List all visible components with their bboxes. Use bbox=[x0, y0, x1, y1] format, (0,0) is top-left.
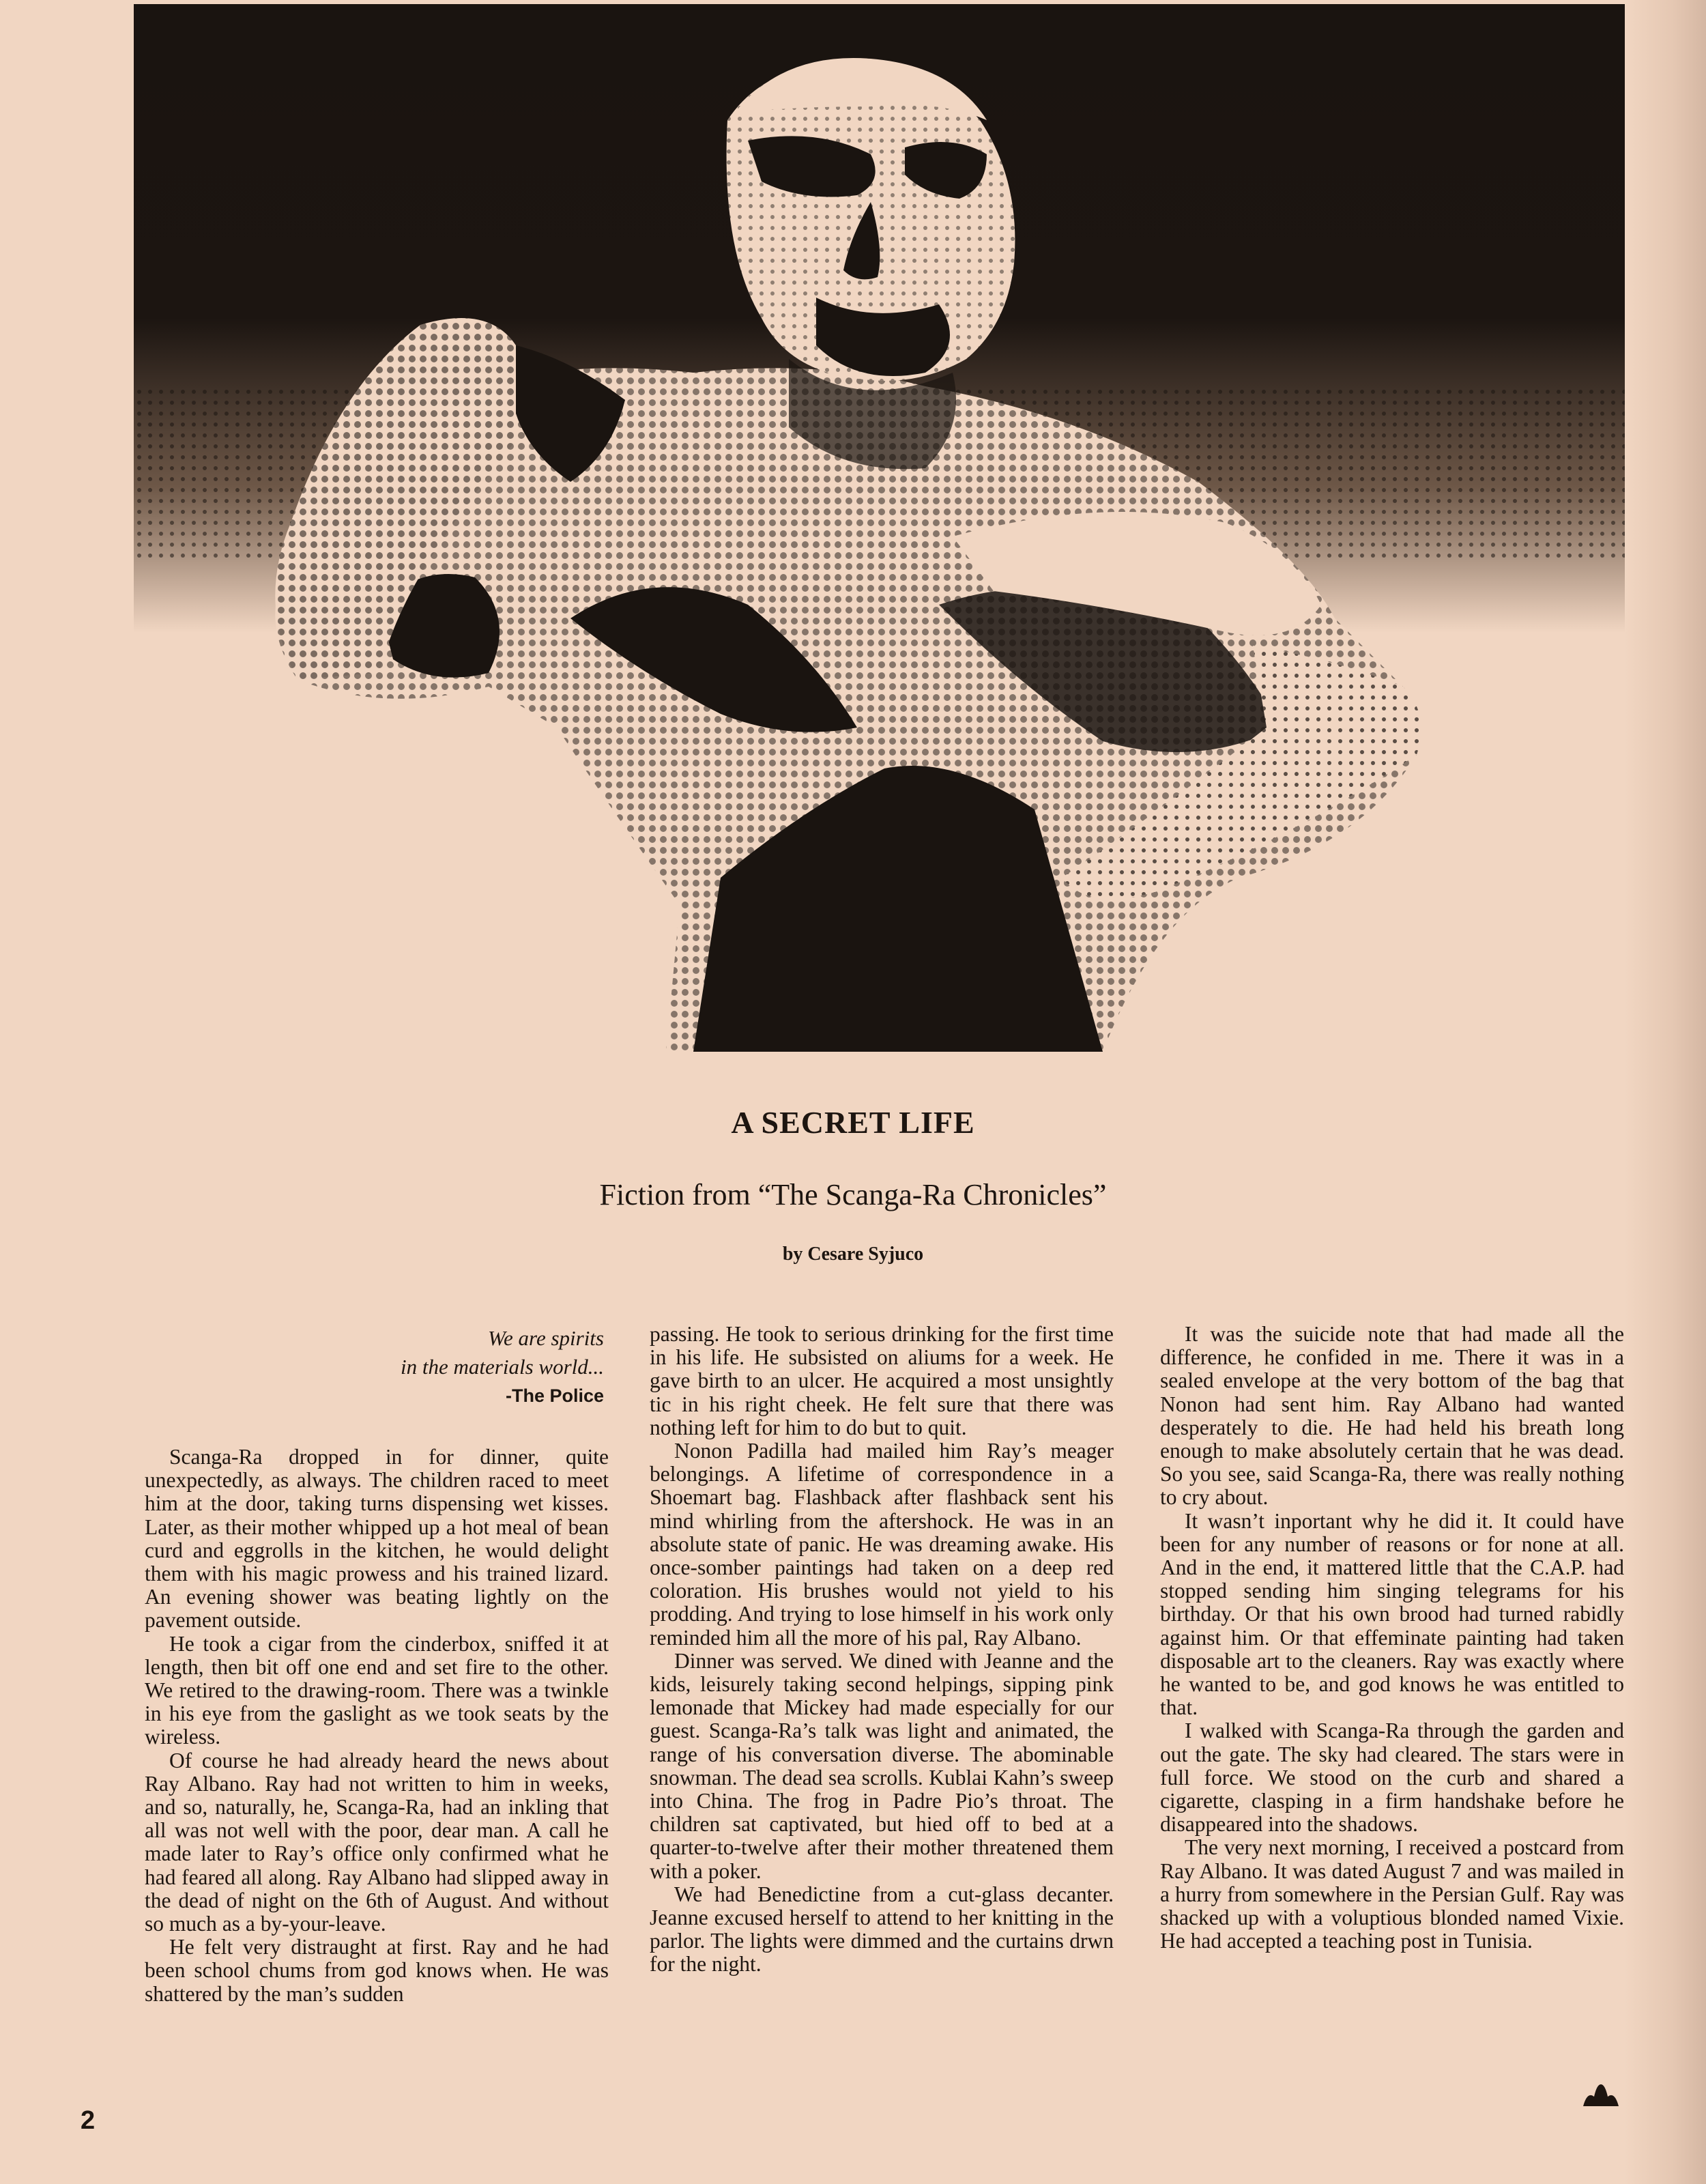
page-number: 2 bbox=[81, 2106, 96, 2135]
paragraph: We had Benedictine from a cut-glass decanter. Jeanne excused herself to attend to her knitting in the parlor. The lights were dimmed and the curtains drwn for the night. bbox=[650, 1882, 1114, 1977]
text-column-3 bbox=[1160, 1323, 1624, 1953]
paragraph: It wasn’t inportant why he did it. It could have been for any number of reasons or for none at all. And in the end, it mattered little that the C.A.P. had stopped sending him singing telegrams for his birthday. Or that his own brood had turned rabidly against him. Or that effeminate painting had taken disposable art to the cleaners. Ray was exactly where he wanted to be, and god knows he was entitled to that. bbox=[1160, 1508, 1624, 1720]
epigraph-attribution: -The Police bbox=[505, 1385, 604, 1406]
paragraph: passing. He took to serious drinking for the first time in his life. He subsisted on aliums for a week. He gave birth to an ulcer. He acquired a most unsightly tic in his right cheek. He felt sure that there was nothing left for him to do but to quit. bbox=[650, 1322, 1114, 1439]
paragraph: Scanga-Ra dropped in for dinner, quite unexpectedly, as always. The children raced to meet him at the door, taking turns dispensing wet kisses. Later, as their mother whipped up a hot meal of bean curd and eggrolls in the kitchen, he would delight them with his magic prowess and his trained lizard. An evening shower was beating lightly on the pavement outside. bbox=[145, 1445, 609, 1633]
paragraph: I walked with Scanga-Ra through the garden and out the gate. The sky had cleared. The stars were in full force. We stood on the curb and shared a cigarette, clasping in a firm handshake before he disappeared into the shadows. bbox=[1160, 1719, 1624, 1837]
epigraph-line: in the materials world... bbox=[401, 1355, 604, 1379]
article-byline: by Cesare Syjuco bbox=[782, 1244, 924, 1265]
paragraph: Dinner was served. We dined with Jeanne and the kids, leisurely taking second helpings, sipping pink lemonade that Mickey had made especially for our guest. Scanga-Ra’s talk was light and animated, the range of his conversation diverse. The abominable snowman. The dead sea scrolls. Kublai Kahn’s sweep into China. The frog in Padre Pio’s throat. The children sat captivated, but hied off to bed at a quarter-to-twelve after their mother threatened them with a poker. bbox=[650, 1648, 1114, 1883]
paragraph: Nonon Padilla had mailed him Ray’s meager belongings. A lifetime of correspondence in a Shoemart bag. Flashback after flashback sent his mind whirling from the aftershock. He was in an absolute state of panic. He was dreaming awake. His once-somber paintings had taken on a deep red coloration. His brushes would not yield to his prodding. And trying to lose himself in his work only reminded him all the more of his pal, Ray Albano. bbox=[650, 1439, 1114, 1650]
paragraph: It was the suicide note that had made all the difference, he confided in me. There it was in a sealed envelope at the very bottom of the bag that Nonon had sent him. Ray Albano had wanted desperately to die. He had held his breath long enough to make absolutely certain that he was dead. So you see, said Scanga-Ra, there was really nothing to cry about. bbox=[1160, 1322, 1624, 1510]
paragraph: Of course he had already heard the news about Ray Albano. Ray had not written to him in weeks, and so, naturally, he, Scanga-Ra, had an inkling that all was not well with the poor, dear man. A call he made later to Ray’s office only confirmed what he had feared all along. Ray Albano had slipped away in the dead of night on the 6th of August. And without so much as a by-your-leave. bbox=[145, 1748, 609, 1936]
end-mark-icon bbox=[1580, 2082, 1621, 2109]
paragraph: He took a cigar from the cinderbox, sniffed it at length, then bit off one end and set fire to the other. We retired to the drawing-room. There was a twinkle in his eye from the gaslight as we took seats by the wireless. bbox=[145, 1631, 609, 1749]
epigraph-line: We are spirits bbox=[488, 1326, 604, 1350]
page-edge-shadow bbox=[1624, 0, 1706, 2184]
paragraph: He felt very distraught at first. Ray and he had been school chums from god knows when. He was shattered by the man’s sudden bbox=[145, 1935, 609, 2006]
epigraph bbox=[205, 1324, 604, 1410]
article-subtitle: Fiction from “The Scanga-Ra Chronicles” bbox=[599, 1178, 1107, 1211]
article-title: A SECRET LIFE bbox=[731, 1105, 975, 1140]
halftone-photo bbox=[134, 4, 1625, 1052]
text-column-1 bbox=[145, 1446, 609, 2006]
paragraph: The very next morning, I received a postcard from Ray Albano. It was dated August 7 and was mailed in a hurry from somewhere in the Persian Gulf. Ray was shacked up with a voluptious blonded named Vixie. He had accepted a teaching post in Tunisia. bbox=[1160, 1835, 1624, 1953]
text-column-2 bbox=[650, 1323, 1114, 1977]
